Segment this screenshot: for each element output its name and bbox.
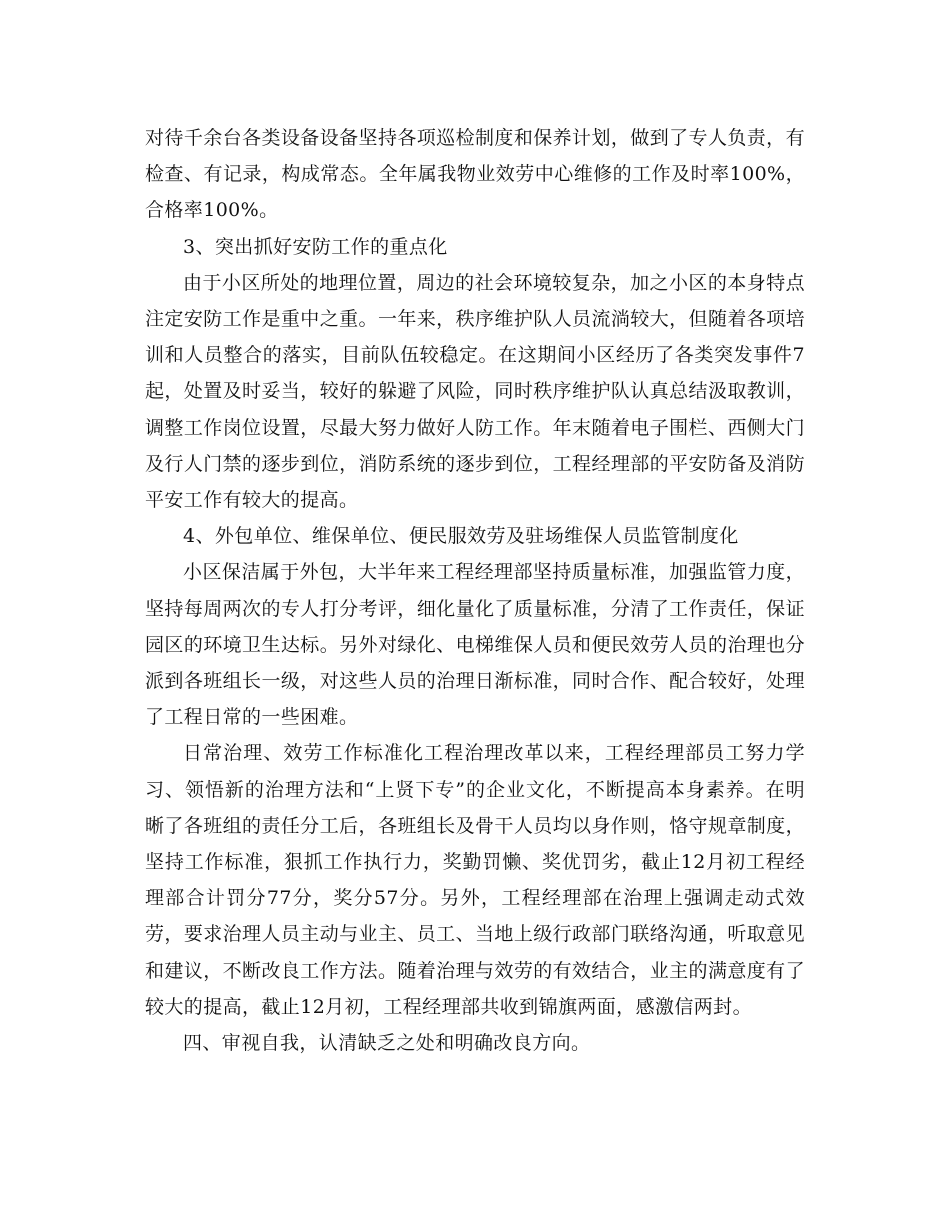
paragraph-security-work: 由于小区所处的地理位置，周边的社会环境较复杂，加之小区的本身特点注定安防工作是重中之重。一年来，秩序维护队人员流淌较大，但随着各项培训和人员整合的落实，目前队伍较稳定。在这期间小区经历了各类突发事件7起，处置及时妥当，较好的躲避了风险，同时秩序维护队认真总结汲取教训，调整工作岗位设置，尽最大努力做好人防工作。年末随着电子围栏、西侧大门及行人门禁的逐步到位，消防系统的逐步到位，工程经理部的平安防备及消防平安工作有较大的提高。 <box>145 271 805 512</box>
heading-security-focus: 3、突出抓好安防工作的重点化 <box>183 235 448 258</box>
paragraph-daily-management: 日常治理、效劳工作标准化工程治理改革以来，工程经理部员工努力学习、领悟新的治理方法和“上贤下专”的企业文化，不断提高本身素养。在明晰了各班组的责任分工后，各班组长及骨干人员均以身作则，恪守规章制度，坚持工作标准，狠抓工作执行力，奖勤罚懒、奖优罚劣，截止12月初工程经理部合计罚分77分，奖分57分。另外，工程经理部在治理上强调走动式效劳，要求治理人员主动与业主、员工、当地上级行政部门联络沟通，听取意见和建议，不断改良工作方法。随着治理与效劳的有效结合，业主的满意度有了较大的提高，截止12月初，工程经理部共收到锦旗两面，感激信两封。 <box>145 742 805 1018</box>
heading-outsourcing-supervision: 4、外包单位、维保单位、便民服效劳及驻场维保人员监管制度化 <box>183 525 739 548</box>
document-body <box>145 120 805 1061</box>
paragraph-equipment-maintenance: 对待千余台各类设备设备坚持各项巡检制度和保养计划，做到了专人负责，有检查、有记录，构成常态。全年属我物业效劳中心维修的工作及时率100%，合格率100%。 <box>145 127 805 222</box>
paragraph-cleaning-outsourcing: 小区保洁属于外包，大半年来工程经理部坚持质量标准，加强监管力度，坚持每周两次的专人打分考评，细化量化了质量标准，分清了工作责任，保证园区的环境卫生达标。另外对绿化、电梯维保人员和便民效劳人员的治理也分派到各班组长一级，对这些人员的治理日渐标准，同时合作、配合较好，处理了工程日常的一些困难。 <box>145 561 805 729</box>
heading-self-review: 四、审视自我，认清缺乏之处和明确改良方向。 <box>183 1032 591 1055</box>
